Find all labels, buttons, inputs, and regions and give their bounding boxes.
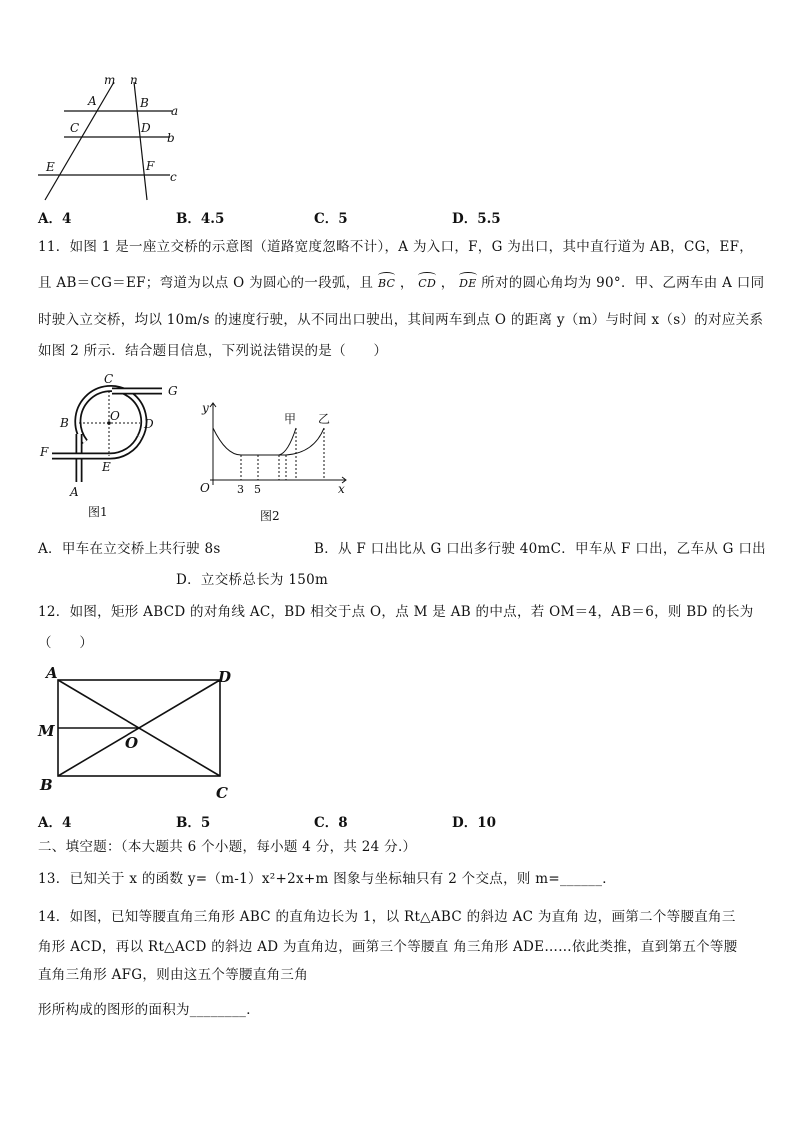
arc-cd-mark (418, 272, 436, 279)
q12-line-1: 12．如图，矩形 ABCD 的对角线 AC，BD 相交于点 O，点 M 是 AB 的中点，若 OM＝4，AB＝6，则 BD 的长为 (38, 604, 754, 620)
label-B: B (140, 96, 149, 110)
label-D: D (141, 121, 151, 135)
arc-bc-mark (378, 272, 395, 279)
rectangle-figure (34, 662, 244, 804)
q11-line-2 (38, 274, 764, 293)
q12-option-c: C．8 (314, 815, 348, 831)
rect-label-A: A (46, 664, 58, 682)
q11-option-d: D．立交桥总长为 150m (176, 572, 329, 588)
fig2-label-x: x (338, 482, 345, 496)
q14-line-3: 直角三角形 AFG，则由这五个等腰直角三角 (38, 967, 308, 983)
fig2-label-yi: 乙 (318, 412, 331, 426)
fig2-label-y: y (202, 401, 209, 415)
arc-de-label: DE (459, 277, 477, 290)
fig2-caption: 图2 (260, 509, 280, 523)
rect-label-M: M (38, 722, 55, 740)
arc-cd (418, 275, 436, 293)
arc-de (459, 275, 476, 293)
interchange-figure (34, 372, 184, 520)
arc-bc (378, 275, 395, 293)
arc-separator-1: ， (399, 275, 414, 291)
q11-line-3: 时驶入立交桥，均以 10m/s 的速度行驶，从不同出口驶出，其间两车到点 O 的距离 y（m）与时间 x（s）的对应关系 (38, 312, 764, 328)
fig1-label-B: B (60, 416, 69, 430)
arc-de-mark (459, 272, 476, 279)
q11-option-b-c: B．从 F 口出比从 G 口出多行驶 40mC．甲车从 F 口出，乙车从 G 口出 (314, 541, 766, 557)
fig2-tick-3: 3 (237, 483, 244, 496)
label-b: b (167, 131, 175, 145)
q13-text: 13．已知关于 x 的函数 y=（m-1）x²+2x+m 图象与坐标轴只有 2 个交点，则 m=______． (38, 871, 617, 887)
label-m: m (104, 73, 116, 87)
distance-time-figure (196, 395, 356, 525)
q12-option-d: D．10 (452, 815, 496, 831)
q10-option-c: C．5 (314, 211, 348, 227)
fig2-label-jia: 甲 (284, 412, 297, 426)
q14-line-2: 角形 ACD，再以 Rt△ACD 的斜边 AD 为直角边，画第三个等腰直 角三角形 ADE……依此类推，直到第五个等腰 (38, 939, 738, 955)
label-c: c (170, 170, 177, 184)
label-n: n (130, 73, 138, 87)
rect-label-B: B (40, 776, 53, 794)
q11-line-2-start: 且 AB＝CG＝EF；弯道为以点 O 为圆心的一段弧，且 (38, 275, 374, 291)
fig1-label-D: D (144, 417, 154, 431)
q14-line-1: 14．如图，已知等腰直角三角形 ABC 的直角边长为 1，以 Rt△ABC 的斜边 AC 为直角 边，画第二个等腰直角三 (38, 909, 736, 925)
q11-line-2-end: 所对的圆心角均为 90°．甲、乙两车由 A 口同 (481, 275, 765, 291)
q14-line-4: 形所构成的图形的面积为________． (38, 1002, 260, 1018)
q11-line-4: 如图 2 所示．结合题目信息，下列说法错误的是（ ） (38, 343, 388, 359)
q10-option-b: B．4.5 (176, 211, 225, 227)
fig2-label-origin: O (200, 481, 210, 495)
rect-label-D: D (218, 668, 232, 686)
label-a: a (171, 104, 179, 118)
rect-label-O: O (125, 734, 139, 752)
rect-label-C: C (216, 784, 228, 802)
q12-option-b: B．5 (176, 815, 211, 831)
q11-option-a: A．甲车在立交桥上共行驶 8s (38, 541, 221, 557)
fig2-tick-5: 5 (254, 483, 261, 496)
q12-line-2: （ ） (38, 635, 94, 651)
parallel-lines-figure (30, 70, 190, 205)
q10-option-a: A．4 (38, 211, 72, 227)
fig1-label-A: A (70, 485, 79, 499)
section-2-heading: 二、填空题：（本大题共 6 个小题，每小题 4 分，共 24 分.） (38, 839, 417, 855)
fig1-label-E: E (102, 460, 111, 474)
q11-line-1: 11．如图 1 是一座立交桥的示意图（道路宽度忽略不计），A 为入口，F，G 为出口，其中直行道为 AB，CG，EF， (38, 239, 754, 255)
fig1-label-O: O (110, 409, 120, 423)
fig1-caption: 图1 (88, 505, 108, 519)
label-A: A (88, 94, 97, 108)
q10-option-d: D．5.5 (452, 211, 501, 227)
label-C: C (70, 121, 80, 135)
label-E: E (46, 160, 55, 174)
label-F: F (146, 159, 155, 173)
arc-cd-label: CD (418, 277, 437, 290)
fig1-label-G: G (168, 384, 178, 398)
fig1-label-F: F (40, 445, 49, 459)
arc-separator-2: ， (440, 275, 455, 291)
q12-option-a: A．4 (38, 815, 72, 831)
fig1-label-C: C (104, 372, 114, 386)
arc-bc-label: BC (377, 277, 396, 290)
